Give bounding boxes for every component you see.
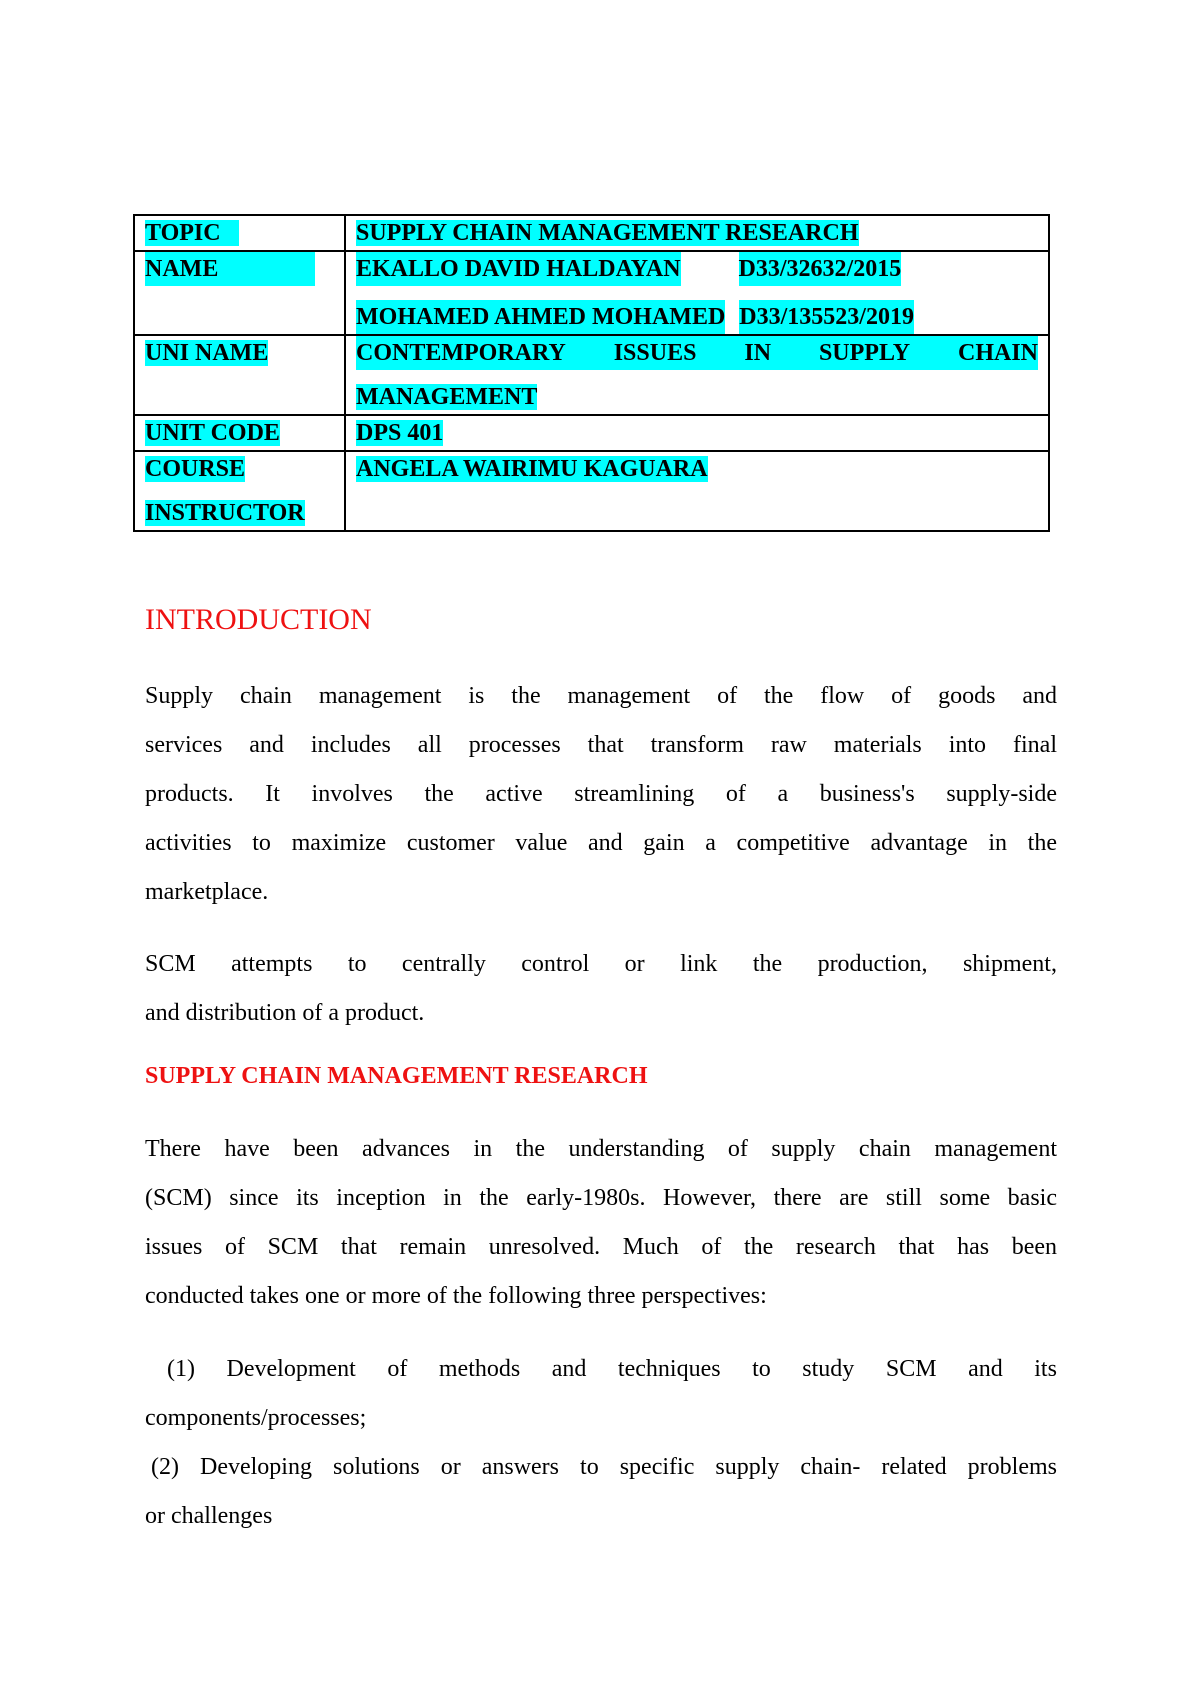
introduction-heading: INTRODUCTION [145,603,372,636]
text-line: (2) Developing solutions or answers to specific supply chain- related problems [151,1454,1057,1480]
unit-code-label-cell [134,415,345,451]
name-value-cell [345,251,1049,335]
text-line: There have been advances in the understanding of supply chain management [145,1136,1057,1162]
table-row [134,451,1049,531]
table-row [134,335,1049,415]
course-label: COURSE [145,456,246,482]
uni-value-cell [345,335,1049,415]
topic-label: TOPIC [145,220,221,246]
text-line: products. It involves the active streamlining of a business's supply-side [145,781,1057,807]
table-row [134,415,1049,451]
text-line: or challenges [145,1503,273,1529]
text-line: and distribution of a product. [145,1000,425,1026]
uni-value-line-1: CONTEMPORARY ISSUES IN SUPPLY CHAIN [356,336,1038,370]
student-2 [356,300,1048,334]
name-label-cell [134,251,345,335]
text-line: conducted takes one or more of the following three perspectives: [145,1283,767,1309]
student-1 [356,252,1048,286]
instructor-label: INSTRUCTOR [145,500,305,526]
research-heading: SUPPLY CHAIN MANAGEMENT RESEARCH [145,1063,648,1089]
text-line: marketplace. [145,879,269,905]
info-table [133,214,1050,532]
list-item-1 [145,1345,1057,1443]
topic-label-cell [134,215,345,251]
unit-code-value-cell [345,415,1049,451]
unit-code-label: UNIT CODE [145,420,280,446]
table-row [134,215,1049,251]
topic-value-cell [345,215,1049,251]
student-2-name: MOHAMED AHMED MOHAMED [356,300,725,334]
instructor-value: ANGELA WAIRIMU KAGUARA [356,456,708,482]
student-1-id: D33/32632/2015 [739,252,902,286]
text-line: Supply chain management is the management of the flow of goods and [145,683,1057,709]
text-line: issues of SCM that remain unresolved. Much of the research that has been [145,1234,1057,1260]
text-line: services and includes all processes that transform raw materials into final [145,732,1057,758]
instructor-label-cell [134,451,345,531]
intro-paragraph-1 [145,672,1057,917]
uni-value-line-2: MANAGEMENT [356,384,538,410]
list-item-2 [145,1443,1057,1541]
table-row [134,251,1049,335]
uni-label: UNI NAME [145,340,269,366]
topic-value: SUPPLY CHAIN MANAGEMENT RESEARCH [356,220,859,246]
text-line: SCM attempts to centrally control or link the production, shipment, [145,951,1057,977]
text-line: (SCM) since its inception in the early-1980s. However, there are still some basic [145,1185,1057,1211]
text-line: (1) Development of methods and techniques to study SCM and its [167,1356,1057,1382]
research-paragraph [145,1125,1057,1321]
uni-label-cell [134,335,345,415]
intro-paragraph-2 [145,940,1057,1038]
student-1-name: EKALLO DAVID HALDAYAN [356,252,681,286]
name-label: NAME [145,252,315,286]
unit-code-value: DPS 401 [356,420,444,446]
student-2-id: D33/135523/2019 [739,300,914,334]
instructor-value-cell [345,451,1049,531]
text-line: components/processes; [145,1405,367,1431]
text-line: activities to maximize customer value and gain a competitive advantage in the [145,830,1057,856]
